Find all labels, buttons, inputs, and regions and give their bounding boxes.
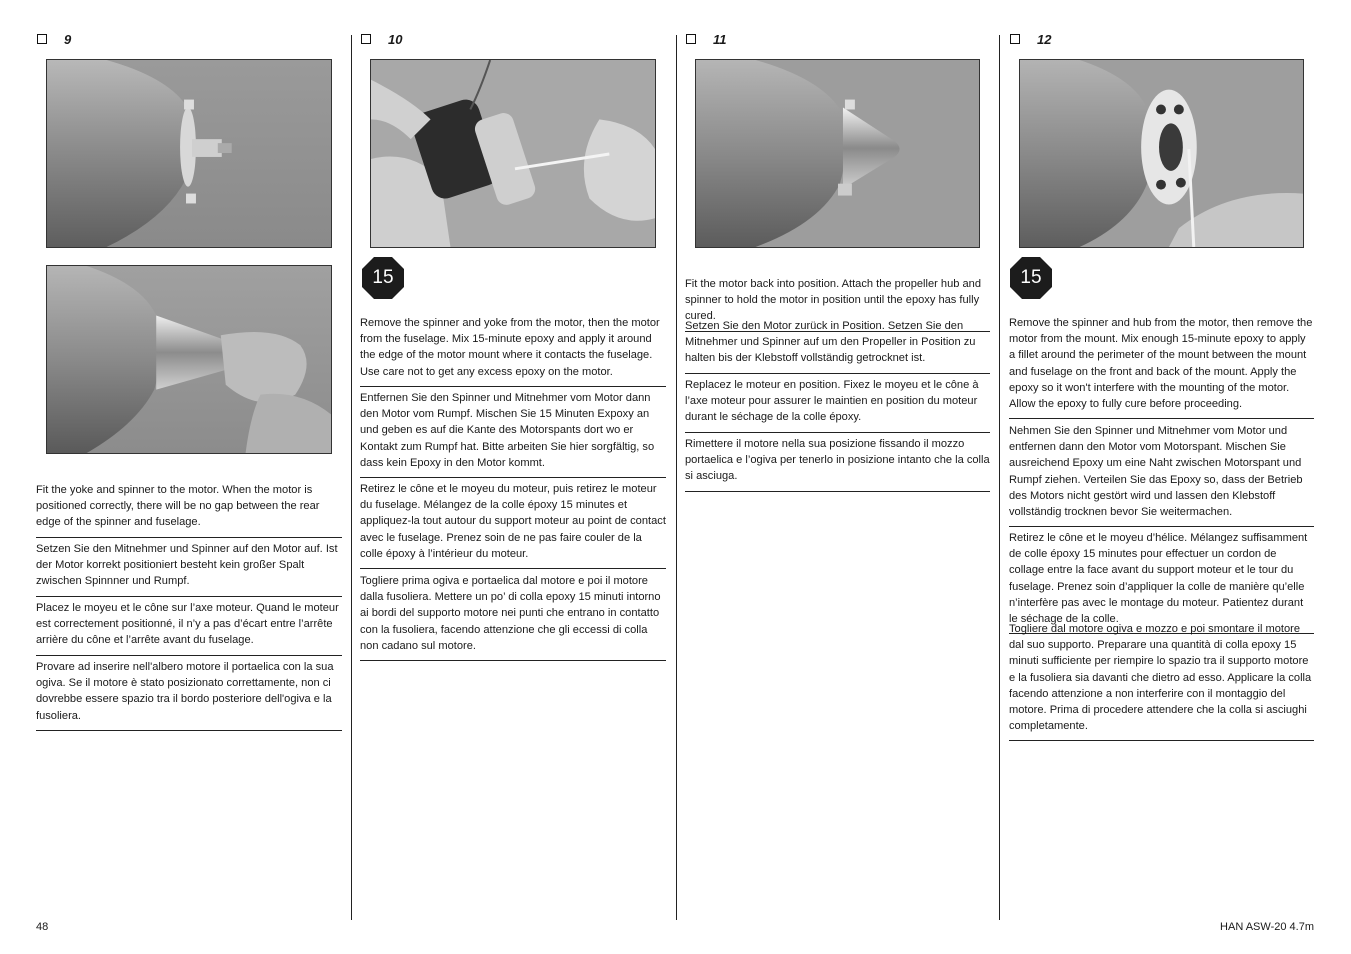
col4-text-fr: Retirez le cône et le moyeu d’hélice. Mélangez suffisamment de colle époxy 15 minutes pour effectuer un cordon de collage entre la face avant du support moteur et le tour du fuselage. Prenez soin d’appliquer la colle de manière qu’elle n’interfère pas avec le montage du moteur. Patientez durant le séchage de la colle. (1009, 530, 1314, 634)
checkbox-icon[interactable] (361, 34, 371, 44)
col4-text-de: Nehmen Sie den Spinner und Mitnehmer vom Motor und entfernen dann den Motor vom Motorspant. Mischen Sie ausreichend Epoxy um eine Naht zwischen Motorspant und Rumpf ziehen. Verteilen Sie das Epoxy so, dass der Betrieb des Motors nicht gestört wird und lassen den Klebstoff vollständig trocknen bevor Sie weitermachen. (1009, 423, 1314, 527)
col3-text-en: Fit the motor back into position. Attach the propeller hub and spinner to hold the motor in position until the epoxy has fully cured. (685, 276, 990, 332)
checkbox-icon[interactable] (37, 34, 47, 44)
col1-text-it: Provare ad inserire nell'albero motore il portaelica con la sua ogiva. Se il motore è stato posizionato correttamente, non ci dovrebbe essere spazio tra il bordo posteriore dell'ogiva e la fusoliera. (36, 659, 342, 731)
col3-text-fr: Replacez le moteur en position. Fixez le moyeu et le cône à l’axe moteur pour assurer le maintien en position du moteur durant le séchage de la colle époxy. (685, 377, 990, 433)
step-12-header (1010, 30, 1051, 48)
photo-spinner-installed (695, 59, 980, 248)
column-divider (676, 35, 677, 920)
step-number: 12 (1037, 31, 1052, 47)
col2-text-de: Entfernen Sie den Spinner und Mitnehmer vom Motor dann den Motor vom Rumpf. Mischen Sie 15 Minuten Expoxy an und geben es auf die Kante des Motorspants dort wo er Kontakt zum Rumpf hat. Bitte arbeiten Sie hier sorgfältig, so dass kein Epoxy in den Motor kommt. (360, 390, 666, 478)
column-divider (351, 35, 352, 920)
step-number: 11 (713, 31, 727, 47)
photo-spinner-fitting (46, 265, 332, 454)
col1-text-fr: Placez le moyeu et le cône sur l’axe moteur. Quand le moteur est correctement positionné, il n’y a pas d’écart entre l’arrête arrière du cône et l’arrête avant du fuselage. (36, 600, 342, 656)
col1-text-en: Fit the yoke and spinner to the motor. When the motor is positioned correctly, there will be no gap between the rear edge of the spinner and fuselage. (36, 482, 342, 538)
col4-text-en: Remove the spinner and hub from the motor, then remove the motor from the mount. Mix enough 15-minute epoxy to apply a fillet around the perimeter of the mount between the mount and fuselage on the front and back of the mount. Apply the epoxy so it won't interfere with the mounting of the motor. Allow the epoxy to fully cure before proceeding. (1009, 315, 1314, 419)
badge-number: 15 (372, 267, 394, 288)
col2-text-fr: Retirez le cône et le moyeu du moteur, puis retirez le moteur du fuselage. Mélangez de la colle époxy 15 minutes et appliquez-la tout autour du support moteur au point de contact avec le fuselage. Prenez soin de ne pas faire couler de la colle époxy à l’intérieur du moteur. (360, 481, 666, 569)
page-number: 48 (36, 921, 49, 933)
step-badge-octagon (1010, 257, 1052, 299)
photo-motor-mount-fillet (1019, 59, 1304, 248)
badge-number: 15 (1020, 267, 1042, 288)
col2-text-en: Remove the spinner and yoke from the motor, then the motor from the fuselage. Mix 15-minute epoxy and apply it around the edge of the motor mount where it contacts the fuselage. Use care not to get any excess epoxy on the motor. (360, 315, 666, 387)
step-11-header (686, 30, 727, 48)
col2-text-it: Togliere prima ogiva e portaelica dal motore e poi il motore dalla fusoliera. Mettere un po’ di colla epoxy 15 minuti intorno ai bordi del supporto motore nei punti che entrano in contatto con la fusoliera, facendo attenzione che gli eccessi di colla non cadano sul motore. (360, 573, 666, 661)
col3-text-it: Rimettere il motore nella sua posizione fissando il mozzo portaelica e l’ogiva per tenerlo in posizione intanto che la colla si asciuga. (685, 436, 990, 492)
step-number: 10 (388, 31, 403, 47)
checkbox-icon[interactable] (686, 34, 696, 44)
photo-fuselage-motor-mount (46, 59, 332, 248)
col1-text-de: Setzen Sie den Mitnehmer und Spinner auf den Motor auf. Ist der Motor korrekt positioniert besteht kein großer Spalt zwischen Spinnner und Rumpf. (36, 541, 342, 597)
step-badge-octagon (362, 257, 404, 299)
step-9-header (37, 30, 71, 48)
col3-text-de: Setzen Sie den Motor zurück in Position. Setzen Sie den Mitnehmer und Spinner auf um den Propeller in Position zu halten bis der Klebstoff vollständig getrocknet ist. (685, 318, 990, 374)
checkbox-icon[interactable] (1010, 34, 1020, 44)
model-name: HAN ASW-20 4.7m (1220, 921, 1314, 933)
photo-epoxy-application (370, 59, 656, 248)
column-divider (999, 35, 1000, 920)
step-number: 9 (64, 31, 72, 47)
step-10-header (361, 30, 402, 48)
col4-text-it: Togliere dal motore ogiva e mozzo e poi smontare il motore dal suo supporto. Preparare una quantità di colla epoxy 15 minuti sufficiente per riempire lo spazio tra il supporto motore e la fusoliera sia davanti che dietro ad esso. Applicare la colla facendo attenzione a non interferire con il montaggio del motore. Prima di procedere attendere che la colla si asciughi completamente. (1009, 621, 1314, 741)
